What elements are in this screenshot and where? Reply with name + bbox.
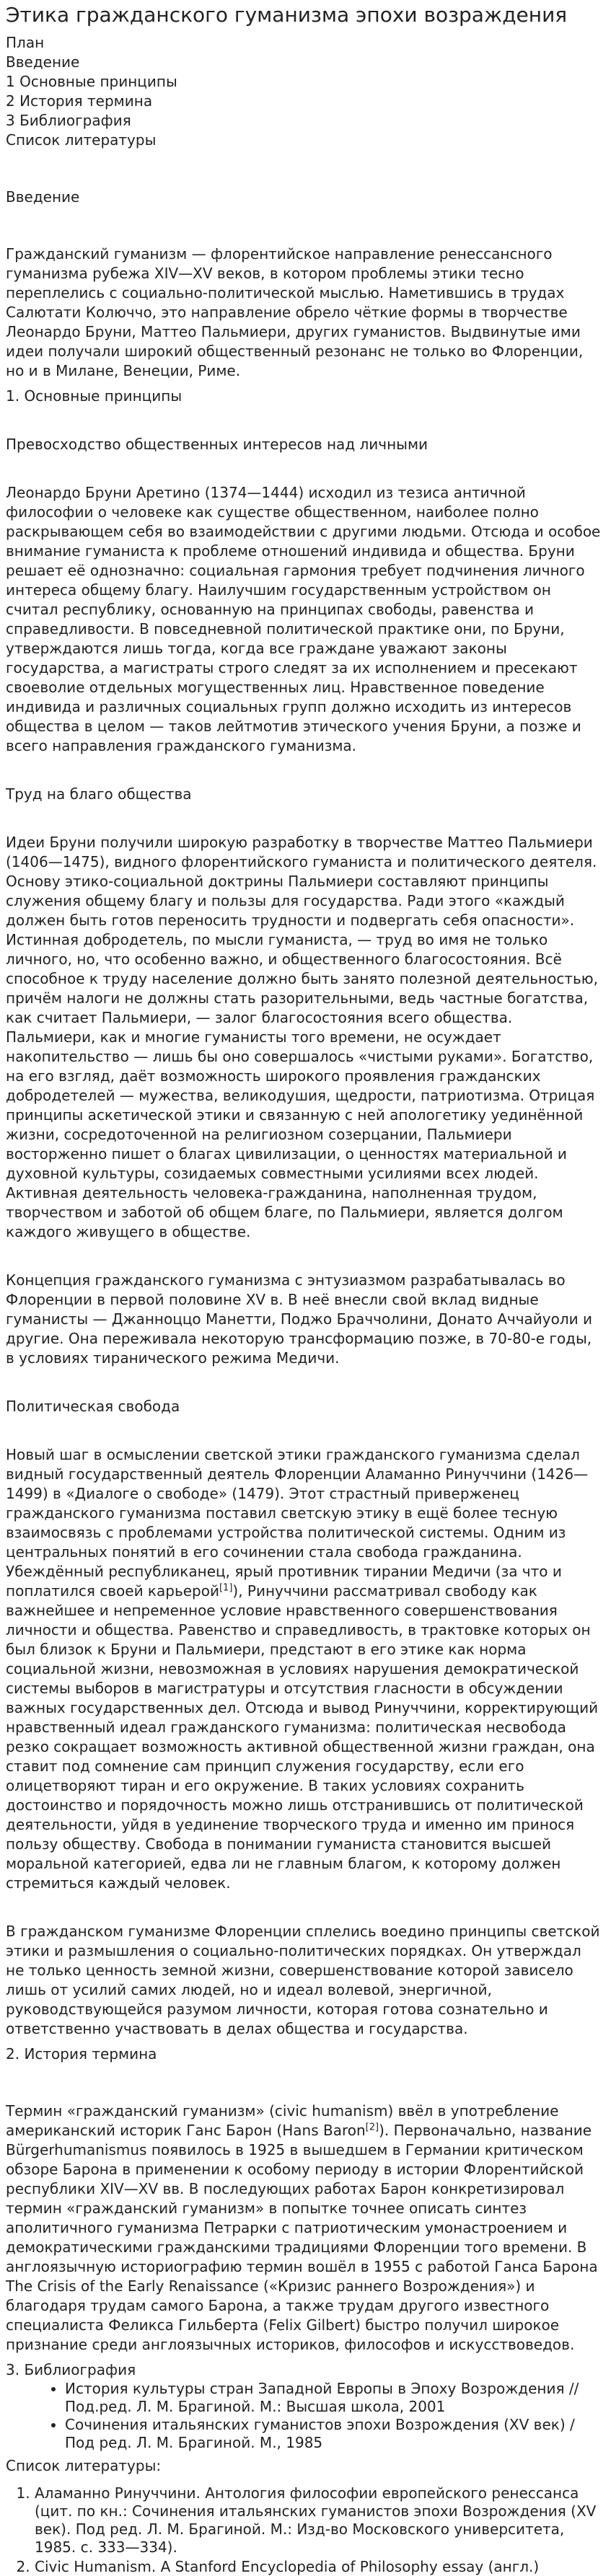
paragraph-rinuccini xyxy=(6,1445,604,1893)
paragraph-concept: Концепция гражданского гуманизма с энтузиазмом разрабатывалась во Флоренции в первой половине XV в. В неё внесли свой вклад видные гуманисты — Джанноццо Манетти, Поджо Браччолини, Донато Аччайуоли и другие. Она переживала некоторую трансформацию позже, в 70-80-е годы, в условиях тиранического режима Медичи. xyxy=(6,1271,592,1367)
list-item: • История культуры стран Западной Европы в Эпоху Возрождения // Под.ред. Л. М. Брагиной. М.: Высшая школа, 2001 xyxy=(65,2380,604,2416)
footnote-link-1[interactable]: [1] xyxy=(219,1582,233,1594)
rinuccini-text-b: ), Ринуччини рассматривал свободу как важнейшее и непременное условие нравственного совершенствования личности и общества. Равенство и справедливость, в трактовке которых он был близок к Бруни и Пальмиери, предстают в его этике как норма социальной жизни, невозможная в условиях нарушения демократической системы выборов в магистратуры и отсутствия гласности в обсуждении важных государственных дел. Отсюда и вывод Ринуччини, корректирующий нравственный идеал гражданского гуманизма: политическая несвобода резко сокращает возможность активной общественной жизни граждан, она ставит под сомнение сам принцип служения государству, если его олицетворяют тиран и его окружение. В таких условиях сохранить достоинство и порядочность можно лишь отстранившись от политической деятельности, уйдя в уединение творческого труда и именно им принося пользу обществу. Свобода в понимании гуманиста становится высшей моральной категорией, едва ли не главным благом, к которому должен стремиться каждый человек. xyxy=(6,1582,599,1892)
rinuccini-text-a: Новый шаг в осмыслении светской этики гражданского гуманизма сделал видный государственный деятель Флоренции Аламанно Ринуччини (1426—1499) в «Диалоге о свободе» (1479). Этот страстный приверженец гражданского гуманизма поставил светскую этику в ещё более тесную взаимосвязь с проблемами устройства политической системы. Одним из центральных понятий в его сочинении стала свобода гражданина. Убеждённый республиканец, ярый противник тирании Медичи (за что и поплатился своей карьерой xyxy=(6,1446,589,1600)
plan-item: 3 Библиография xyxy=(6,112,131,129)
section3-heading: 3. Библиография xyxy=(6,2361,136,2378)
plan-heading: План xyxy=(6,34,45,51)
paragraph-summary: В гражданском гуманизме Флоренции сплелись воедино принципы светской этики и размышления о социально-политических порядках. Он утверждал не только ценность земной жизни, совершенствование которой зависело лишь от усилий самих людей, но и идеал волевой, энергичной, руководствующейся разумом личности, которая готова сознательно и ответственно участвовать в делах общества и государства. xyxy=(6,1923,600,2037)
term-text-b: ). Первоначально, название Bürgerhumanismus появилось в 1925 в вышедшем в Германии критическом обзоре Барона в применении к особому периоду в истории Флорентийской республики XIV—XV вв. В последующих работах Барон конкретизировал термин «гражданский гуманизм» в попытке точнее описать синтез аполитичного гуманизма Петрарки с патриотическим умонастроением и демократическими гражданскими традициями Флоренции того времени. В англоязычную историографию термин вошёл в 1955 с работой Ганса Барона The Crisis of the Early Renaissance («Кризис раннего Возрождения») и благодаря трудам самого Барона, а также трудам другого известного специалиста Феликса Гильберта (Felix Gilbert) быстро получил широкое признание среди англоязычных историков, философов и искусствоведов. xyxy=(6,2122,598,2353)
literature-heading: Список литературы: xyxy=(6,2457,162,2474)
paragraph-bruni: Леонардо Бруни Аретино (1374—1444) исходил из тезиса античной философии о человеке как существе общественном, наиболее полно раскрывающем себя во взаимодействии с другими людьми. Отсюда и особое внимание гуманиста к проблеме отношений индивида и общества. Бруни решает её однозначно: социальная гармония требует подчинения личного интереса общему благу. Наилучшим государственным устройством он считал республику, основанную на принципах свободы, равенства и справедливости. В повседневной политической практике они, по Бруни, утверждаются лишь тогда, когда все граждане уважают законы государства, а магистраты строго следят за их исполнением и пресекают своеволие отдельных могущественных лиц. Нравственное поведение индивида и различных социальных групп должно исходить из интересов общества в целом — таков лейтмотив этического учения Бруни, а позже и всего направления гражданского гуманизма. xyxy=(6,484,601,754)
list-item: 1. Аламанно Ринуччини. Антология философии европейского ренессанса (цит. по кн.: Сочинения итальянских гуманистов эпохи Возрождения (XV век). Под ред. Л. М. Брагиной. М.: Изд-во Московского университета, 1985. с. 333—334). xyxy=(35,2484,604,2557)
term-text-a: Термин «гражданский гуманизм» (civic humanism) ввёл в употребление американский историк Ганс Барон (Hans Baron xyxy=(6,2102,559,2139)
intro-heading: Введение xyxy=(6,188,80,206)
plan-item: Введение xyxy=(6,53,80,71)
literature-list xyxy=(6,2484,604,2576)
plan-item: Список литературы xyxy=(6,131,157,149)
page-title: Этика гражданского гуманизма эпохи возраждения xyxy=(6,3,568,27)
paragraph-term-history xyxy=(6,2101,604,2355)
section1-heading: 1. Основные принципы xyxy=(6,387,183,405)
plan-block xyxy=(6,33,604,150)
list-item: 2. Civic Humanism. A Stanford Encyclopedia of Philosophy essay (англ.) xyxy=(35,2558,604,2576)
paragraph-palmieri: Идеи Бруни получили широкую разработку в творчестве Маттео Пальмиери (1406—1475), видного флорентийского гуманиста и политического деятеля. Основу этико-социальной доктрины Пальмиери составляют принципы служения общему благу и пользы для государства. Ради этого «каждый должен быть готов переносить трудности и подвергать себя опасности». Истинная добродетель, по мысли гуманиста, — труд во имя не только личного, но, что особенно важно, и общественного благосостояния. Всё способное к труду население должно быть занято полезной деятельностью, причём налоги не должны стать разорительными, ведь частные богатства, как считает Пальмиери, — залог благосостояния всего общества. Пальмиери, как и многие гуманисты того времени, не осуждает накопительство — лишь бы оно совершалось «чистыми руками». Богатство, на его взгляд, даёт возможность широкого проявления гражданских добродетелей — мужества, великодушия, щедрости, патриотизма. Отрицая принципы аскетической этики и связанную с ней апологетику уединённой жизни, сосредоточенной на религиозном созерцании, Пальмиери восторженно пишет о благах цивилизации, о ценностях материальной и духовной культуры, созидаемых совместными усилиями всех людей. Активная деятельность человека-гражданина, наполненная трудом, творчеством и заботой об общем благе, по Пальмиери, является долгом каждого живущего в обществе. xyxy=(6,834,598,1240)
sub-heading-labor: Труд на благо общества xyxy=(6,785,192,803)
sub-heading-public-interests: Превосходство общественных интересов над личными xyxy=(6,436,428,453)
plan-item: 1 Основные принципы xyxy=(6,73,177,90)
bibliography-list xyxy=(6,2380,604,2452)
footnote-link-2[interactable]: [2] xyxy=(365,2122,379,2133)
section2-heading: 2. История термина xyxy=(6,2045,157,2063)
list-item: • Сочинения итальянских гуманистов эпохи Возрождения (XV век) / Под ред. Л. М. Брагиной. М., 1985 xyxy=(65,2416,604,2452)
sub-heading-freedom: Политическая свобода xyxy=(6,1398,180,1415)
intro-text: Гражданский гуманизм — флорентийское направление ренессансного гуманизма рубежа XIV—XV веков, в котором проблемы этики тесно переплелись с социально-политической мыслью. Наметившись в трудах Салютати Колюччо, это направление обрело чёткие формы в творчестве Леонардо Бруни, Маттео Пальмиери, других гуманистов. Выдвинутые ими идеи получали широкий общественный резонанс не только во Флоренции, но и в Милане, Венеции, Риме. xyxy=(6,245,584,379)
plan-item: 2 История термина xyxy=(6,92,153,110)
